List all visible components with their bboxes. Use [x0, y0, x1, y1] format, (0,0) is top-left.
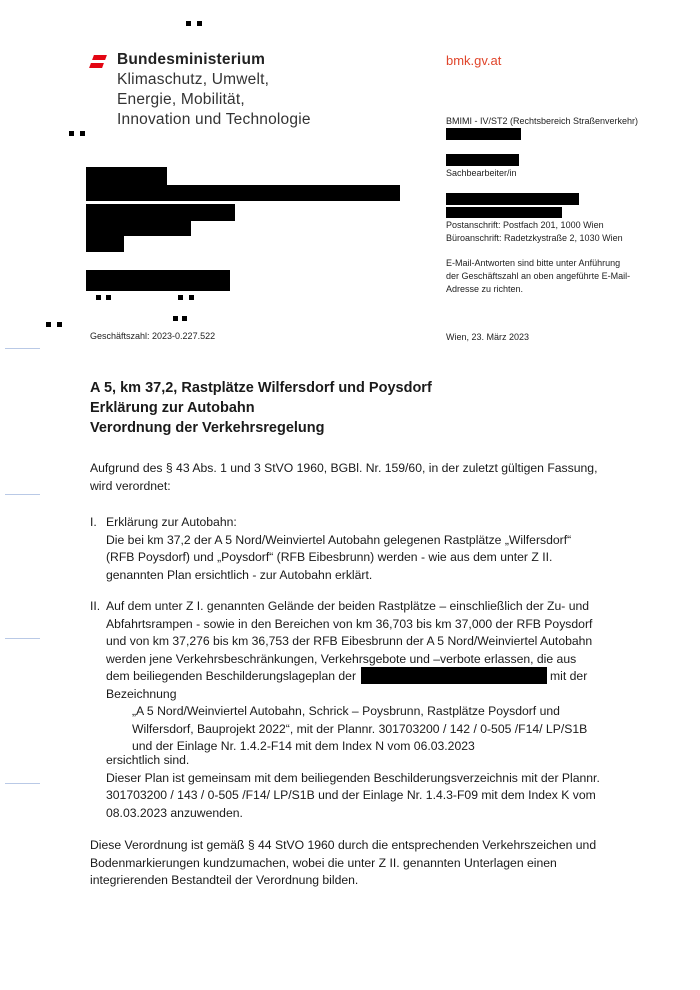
- redaction: [446, 207, 562, 218]
- scan-mark: [182, 316, 187, 321]
- page-title: A 5, km 37,2, Rastplätze Wilfersdorf und Poysdorf Erklärung zur Autobahn Verordnung der Verkehrsregelung: [90, 380, 432, 436]
- scan-mark: [57, 322, 62, 327]
- redaction: [446, 154, 519, 166]
- redaction: [86, 270, 230, 291]
- redaction: [86, 185, 400, 201]
- redaction: [446, 193, 579, 205]
- office-address: Büroanschrift: Radetzkystraße 2, 1030 Wien: [446, 233, 623, 243]
- flag-stripe-icon: [92, 55, 107, 60]
- redaction: [86, 236, 124, 252]
- margin-line: [5, 348, 40, 349]
- section-number: II.: [90, 599, 101, 613]
- redaction: [446, 128, 521, 140]
- scan-mark: [96, 295, 101, 300]
- section-2: Auf dem unter Z I. genannten Gelände der beiden Rastplätze – einschließlich der Zu- und Abfahrtsrampen - sowie in den Bereichen von km 36,703 bis km 37,000 der RFB Poysdorf und von km 37,276 bis km 36,753 der RFB Eibesbrunn der A 5 Nord/Weinviertel Autobahn werden jene Verkehrsbeschränkungen, Verkehrsgebote und –verbote erlassen, die aus: [106, 599, 593, 666]
- file-number: Geschäftszahl: 2023-0.227.522: [90, 331, 216, 341]
- scan-mark: [80, 131, 85, 136]
- scan-mark: [106, 295, 111, 300]
- redaction: [361, 667, 547, 684]
- designation-label: Bezeichnung: [106, 687, 177, 701]
- email-note: E-Mail-Antworten sind bitte unter Anführung der Geschäftszahl an oben angeführte E-Mail- Adresse zu richten.: [446, 258, 631, 294]
- redaction: [86, 167, 167, 185]
- redaction: [86, 221, 191, 236]
- plan-designation: „A 5 Nord/Weinviertel Autobahn, Schrick – Poysbrunn, Rastplätze Poysdorf und Wilfersdorf, Bauprojekt 2022“, mit der Plannr. 301703200 / 142 / 0-505 /F14/ LP/S1B und der Einlage Nr. 1.4.2-F14 mit dem Index N vom 06.03.2023: [132, 704, 588, 754]
- plan-line-end: mit der: [550, 669, 588, 683]
- ministry-name: Bundesministerium Klimaschutz, Umwelt, Energie, Mobilität, Innovation und Technologie: [117, 51, 311, 128]
- margin-line: [5, 638, 40, 639]
- margin-line: [5, 494, 40, 495]
- section-1: Erklärung zur Autobahn: Die bei km 37,2 der A 5 Nord/Weinviertel Autobahn gelegenen Rastplätze „Wilfersdorf“ (RFB Poysdorf) und „Poysdorf“ (RFB Eibesbrunn) werden - wie aus dem unter Z II. genannten Plan ersichtlich - zur Autobahn erklärt.: [106, 515, 572, 582]
- website-link[interactable]: bmk.gv.at: [446, 53, 502, 68]
- letter-date: Wien, 23. März 2023: [446, 332, 530, 342]
- department: BMIMI - IV/ST2 (Rechtsbereich Straßenverkehr): [446, 116, 639, 126]
- plan-line-start: dem beiliegenden Beschilderungslageplan der: [106, 669, 357, 683]
- section-2-continued: ersichtlich sind. Dieser Plan ist gemeinsam mit dem beiliegenden Beschilderungsverzeichnis mit der Plannr. 301703200 / 143 / 0-505 /F14/ LP/S1B und der Einlage Nr. 1.4.3-F09 mit dem Index K vom 08.03.2023 anzuwenden.: [106, 753, 600, 820]
- flag-stripe-icon: [89, 63, 104, 68]
- scan-mark: [69, 131, 74, 136]
- scan-mark: [189, 295, 194, 300]
- scan-mark: [186, 21, 191, 26]
- scan-mark: [46, 322, 51, 327]
- margin-line: [5, 783, 40, 784]
- intro-paragraph: Aufgrund des § 43 Abs. 1 und 3 StVO 1960, BGBl. Nr. 159/60, in der zuletzt gültigen Fassung, wird verordnet:: [90, 461, 598, 493]
- closing-paragraph: Diese Verordnung ist gemäß § 44 StVO 1960 durch die entsprechenden Verkehrszeichen und Bodenmarkierungen kundzumachen, wobei die unter Z II. genannten Unterlagen einen integrierenden Bestandteil der Verordnung bilden.: [90, 838, 597, 888]
- postal-address: Postanschrift: Postfach 201, 1000 Wien: [446, 220, 604, 230]
- section-number: I.: [90, 515, 97, 529]
- redaction: [86, 204, 235, 221]
- scan-mark: [173, 316, 178, 321]
- scan-mark: [178, 295, 183, 300]
- scan-mark: [197, 21, 202, 26]
- official-label: Sachbearbeiter/in: [446, 168, 517, 178]
